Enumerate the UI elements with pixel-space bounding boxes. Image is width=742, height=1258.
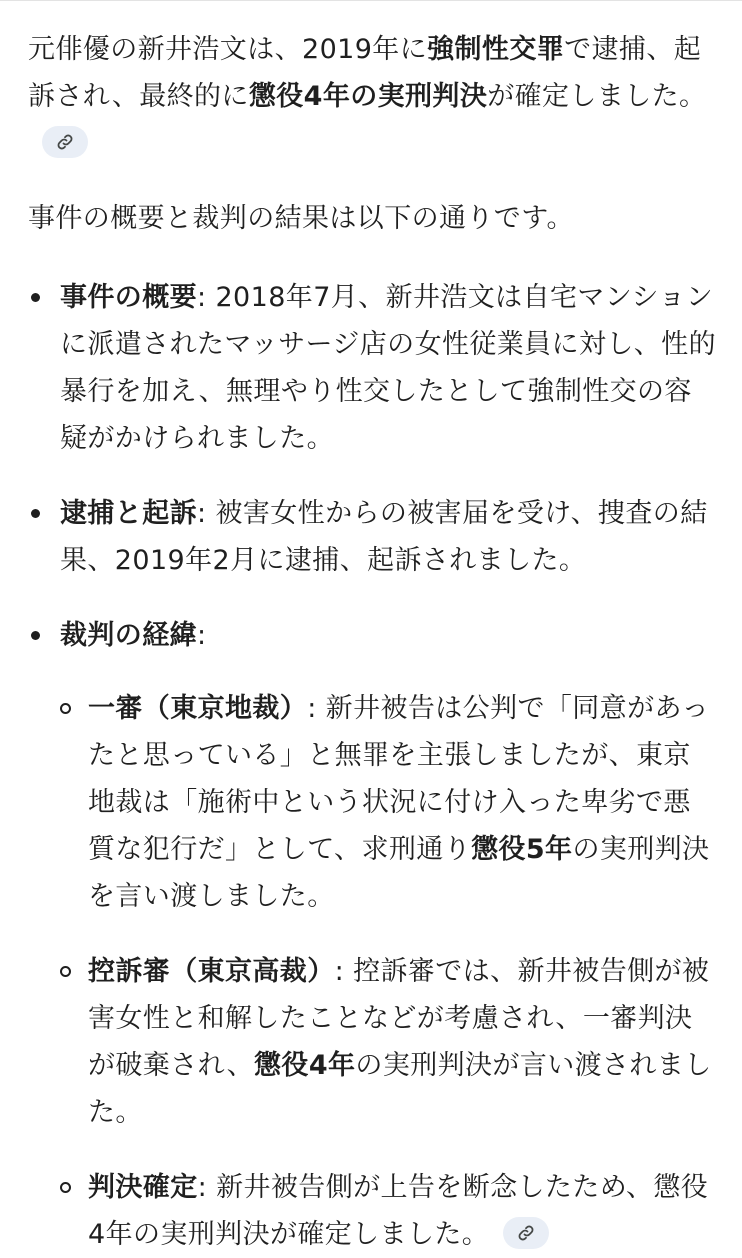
- intro-bold-sentence: 懲役4年の実刑判決: [248, 81, 488, 112]
- source-link-chip[interactable]: [503, 1217, 549, 1249]
- appeal-bold-sentence: 懲役4年: [254, 1050, 356, 1081]
- overview-text: : 2018年7月、新井浩文は自宅マンションに派遣されたマッサージ店の女性従業員に対し、性的暴行を加え、無理やり性交したとして強制性交の容疑がかけられました。: [60, 282, 716, 454]
- trial-sublist: [60, 685, 718, 1258]
- list-item-overview: [28, 274, 718, 462]
- bullet-list: [28, 274, 718, 1258]
- first-instance-bold-sentence: 懲役5年: [471, 834, 573, 865]
- link-icon: [517, 1224, 535, 1242]
- response-body: [28, 26, 718, 1258]
- appeal-text-1: : 控訴審では、新井被告側が被害女性と和解したことなどが考慮され、一審判決が破棄され、: [88, 956, 710, 1081]
- trial-heading: 裁判の経緯: [60, 620, 197, 651]
- arrest-text: : 被害女性からの被害届を受け、捜査の結果、2019年2月に逮捕、起訴されました。: [60, 498, 708, 576]
- first-instance-text-1: : 新井被告は公判で「同意があったと思っている」と無罪を主張しましたが、東京地裁は「施術中という状況に付け入った卑劣で悪質な犯行だ」として、求刑通り: [88, 693, 710, 865]
- trial-colon: :: [197, 620, 207, 651]
- final-heading: 判決確定: [88, 1172, 198, 1203]
- list-item-arrest: [28, 490, 718, 584]
- appeal-text-2: の実刑判決が言い渡されました。: [88, 1050, 712, 1128]
- intro-paragraph: [28, 26, 718, 167]
- intro-text-2: で逮捕、起訴され、最終的に: [28, 34, 702, 112]
- sublist-item-appeal: [60, 948, 718, 1136]
- sublist-item-first-instance: [60, 685, 718, 920]
- intro-text-3: が確定しました。: [487, 81, 707, 112]
- top-divider: [0, 0, 742, 1]
- overview-heading: 事件の概要: [60, 282, 197, 313]
- first-instance-text-2: の実刑判決を言い渡しました。: [88, 834, 710, 912]
- first-instance-heading: 一審（東京地裁）: [88, 693, 308, 724]
- source-link-chip[interactable]: [42, 126, 88, 158]
- intro-text-1: 元俳優の新井浩文は、2019年に: [28, 34, 428, 65]
- summary-line: 事件の概要と裁判の結果は以下の通りです。: [28, 203, 574, 234]
- link-icon: [56, 133, 74, 151]
- list-item-trial: [28, 612, 718, 1258]
- intro-bold-crime: 強制性交罪: [427, 34, 565, 65]
- sublist-item-final: [60, 1164, 718, 1258]
- appeal-heading: 控訴審（東京高裁）: [88, 956, 335, 987]
- final-text: : 新井被告側が上告を断念したため、懲役4年の実刑判決が確定しました。: [88, 1172, 709, 1250]
- arrest-heading: 逮捕と起訴: [60, 498, 197, 529]
